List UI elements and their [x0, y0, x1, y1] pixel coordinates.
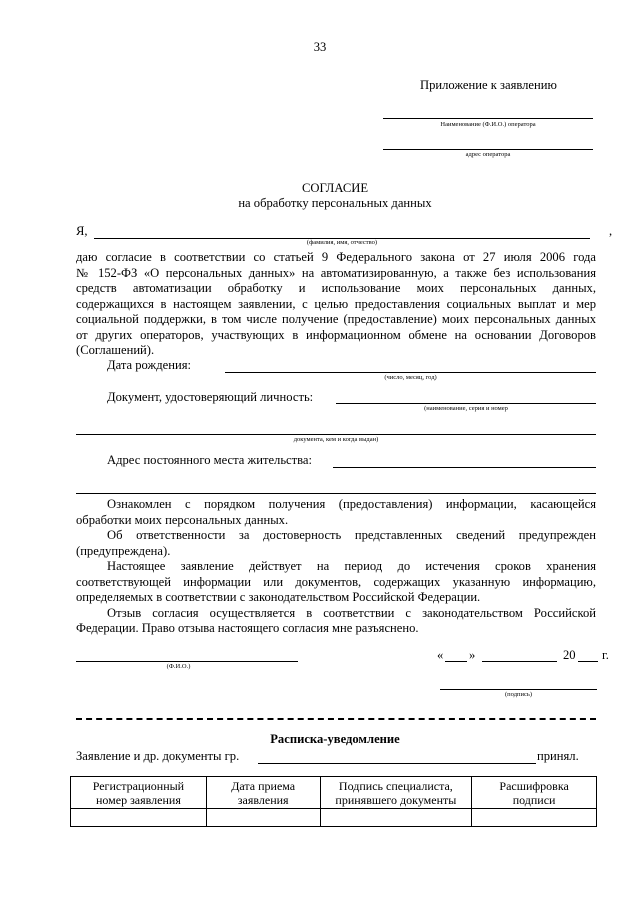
- receipt-line-prefix: Заявление и др. документы гр.: [76, 749, 240, 763]
- header-text: принявшего документы: [335, 792, 457, 807]
- header-registration-number: [71, 777, 207, 809]
- receipt-title: Расписка-уведомление: [270, 732, 400, 746]
- document-line: [336, 403, 596, 404]
- receipt-line-suffix: принял.: [537, 749, 579, 763]
- consent-line: № 152-ФЗ «О персональных данных» на автоматизированную, а также без использования: [76, 265, 596, 280]
- header-text: подписи: [512, 792, 556, 807]
- consent-line: средств автоматизации обработку и использование моих персональных данных,: [76, 281, 596, 295]
- signature-line: [440, 689, 597, 690]
- birth-line: [225, 372, 596, 373]
- operator-name-caption: Наименование (Ф.И.О.) оператора: [440, 121, 536, 128]
- date-day-line: [445, 661, 467, 662]
- header-text: Расшифровка: [499, 778, 569, 793]
- paragraph-line: Федерации. Право отзыва настоящего согласия мне разъяснено.: [76, 621, 419, 635]
- document-caption-2: документа, кем и когда выдан): [293, 436, 379, 443]
- paragraph-line: обработки моих персональных данных.: [76, 512, 289, 527]
- consent-line: содержащихся в настоящем заявлении, с целью предоставления социальных выплат и мер: [76, 296, 596, 311]
- header-receipt-date: [206, 777, 320, 809]
- paragraph-line: Отзыв согласия осуществляется в соответствии с законодательством Российской: [107, 605, 596, 620]
- document-label: Документ, удостоверяющий личность:: [107, 390, 314, 404]
- appendix-title: Приложение к заявлению: [420, 78, 557, 92]
- operator-name-line: [383, 118, 593, 119]
- consent-line: социальной поддержки, в том числе получение (предоставление) моих персональных данных: [76, 312, 596, 326]
- header-signature-decoding: [472, 777, 597, 809]
- paragraph-line: Ознакомлен с порядком получения (предоставления) информации, касающейся: [107, 497, 596, 511]
- fio-sign-line: [76, 661, 298, 662]
- date-close-quote: »: [469, 648, 476, 662]
- receipt-table: [70, 776, 597, 827]
- table-cell: [472, 809, 597, 827]
- paragraph-line: (предупреждена).: [76, 543, 171, 558]
- header-text: заявления: [237, 792, 289, 807]
- date-year-suffix: г.: [602, 648, 609, 662]
- operator-address-line: [383, 149, 593, 150]
- address-label: Адрес постоянного места жительства:: [107, 453, 313, 467]
- page-number: 33: [313, 40, 327, 54]
- date-year-line: [578, 661, 598, 662]
- date-year-prefix: 20: [563, 648, 576, 662]
- address-line-2: [76, 493, 596, 494]
- birth-label: Дата рождения:: [107, 358, 191, 372]
- birth-caption: (число, месяц, год): [384, 374, 437, 381]
- date-month-line: [482, 661, 557, 662]
- consent-title: СОГЛАСИЕ: [301, 181, 369, 195]
- i-label: Я,: [76, 224, 88, 238]
- fio-comma: ,: [609, 224, 613, 238]
- cut-separator: [76, 718, 596, 720]
- consent-line: от других операторов, участвующих в информационном обмене на основании Договоров: [76, 327, 596, 342]
- header-text: Регистрационный: [92, 778, 185, 793]
- table-cell: [71, 809, 207, 827]
- signature-caption: (подпись): [505, 691, 532, 698]
- address-line: [333, 467, 596, 468]
- fio-sign-caption: (Ф.И.О.): [166, 663, 191, 670]
- date-open-quote: «: [437, 648, 444, 662]
- document-line-2: [76, 434, 596, 435]
- info-paragraphs: [76, 497, 596, 637]
- fio-caption: (фамилия, имя, отчество): [306, 239, 378, 246]
- consent-line: (Соглашений).: [76, 343, 155, 357]
- consent-body: [76, 250, 596, 359]
- paragraph-line: Об ответственности за достоверность представленных сведений предупрежден: [107, 528, 596, 542]
- header-text: Подпись специалиста,: [338, 778, 453, 793]
- paragraph-line: соответствующей информации или документов, содержащих указанную информацию,: [76, 574, 596, 589]
- table-row: [71, 809, 597, 827]
- paragraph-line: Настоящее заявление действует на период до истечения сроков хранения: [107, 559, 596, 573]
- header-specialist-signature: [320, 777, 472, 809]
- paragraph-line: определяемых в соответствии с законодательством Российской Федерации.: [76, 590, 481, 604]
- table-cell: [320, 809, 472, 827]
- table-header-row: [71, 777, 597, 809]
- consent-line: даю согласие в соответствии со статьей 9 Федерального закона от 27 июля 2006 года: [76, 250, 596, 264]
- receipt-name-line: [258, 763, 536, 764]
- consent-subtitle: на обработку персональных данных: [238, 196, 432, 210]
- header-text: Дата приема: [231, 778, 296, 793]
- operator-address-caption: адрес оператора: [465, 151, 511, 158]
- table-cell: [206, 809, 320, 827]
- document-caption: (наименование, серия и номер: [424, 405, 508, 412]
- header-text: номер заявления: [95, 792, 181, 807]
